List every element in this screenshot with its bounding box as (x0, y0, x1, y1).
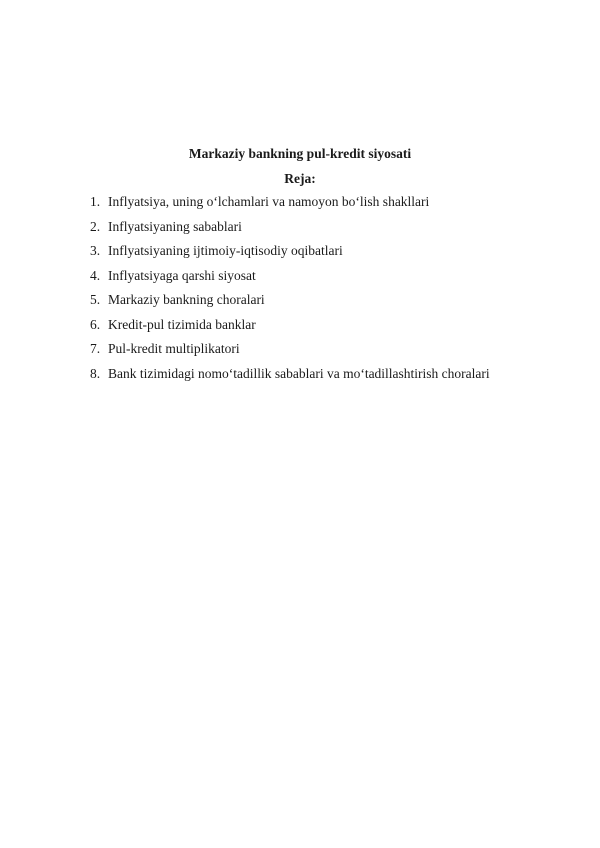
plan-item (90, 267, 490, 292)
plan-item-text: Inflyatsiyaning sabablari (108, 218, 242, 234)
plan-item-number: 2. (90, 218, 101, 234)
plan-item (90, 291, 490, 316)
plan-item-number: 8. (90, 365, 101, 381)
plan-item-text: Markaziy bankning choralari (108, 292, 265, 307)
plan-item-number: 5. (90, 292, 101, 307)
plan-item-text: Inflyatsiyaga qarshi siyosat (108, 267, 256, 283)
plan-item-text: Inflyatsiya, uning o‘lchamlari va namoyon bo‘lish shakllari (108, 194, 430, 209)
plan-item-text: Pul-kredit multiplikatori (108, 341, 240, 356)
plan-heading: Reja: (284, 171, 316, 186)
plan-item (90, 242, 490, 267)
plan-item-text: Inflyatsiyaning ijtimoiy-iqtisodiy oqibatlari (108, 243, 343, 258)
plan-item (90, 340, 490, 365)
plan-item (90, 218, 490, 243)
plan-item-number: 1. (90, 194, 101, 209)
plan-item (90, 316, 490, 341)
plan-item-number: 3. (90, 243, 101, 258)
plan-item-number: 4. (90, 267, 101, 283)
plan-item-number: 7. (90, 341, 101, 356)
plan-list (90, 193, 490, 389)
plan-item (90, 193, 490, 218)
document-title: Markaziy bankning pul-kredit siyosati (188, 146, 412, 161)
plan-item-number: 6. (90, 316, 101, 332)
plan-item-text: Bank tizimidagi nomo‘tadillik sabablari va mo‘tadillashtirish choralari (108, 365, 490, 381)
plan-item-text: Kredit-pul tizimida banklar (108, 316, 256, 332)
plan-item (90, 365, 490, 390)
